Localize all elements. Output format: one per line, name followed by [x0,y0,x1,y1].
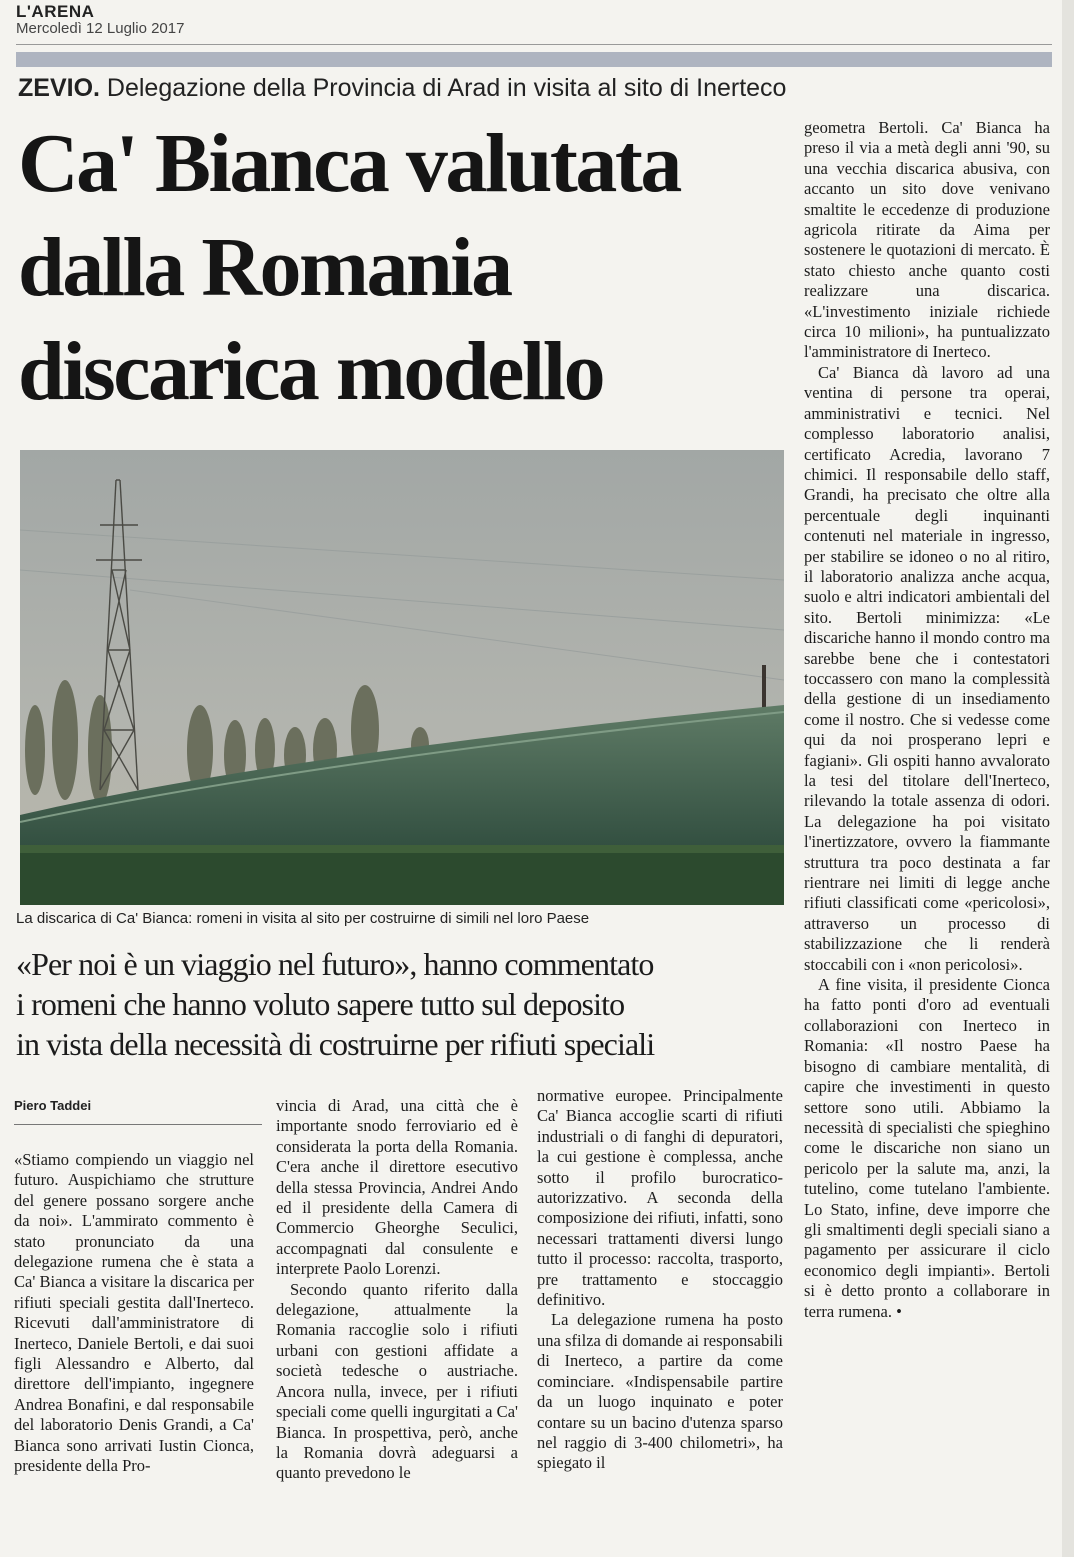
column-4-paragraph-1: geometra Bertoli. Ca' Bianca ha preso il via a metà degli anni '90, su una vecchia discarica abusiva, con accanto un sito dove venivano smaltite le eccedenze di produzione agricola ritirate da Aima per sostenere le quotazioni di mercato. È stato chiesto anche quanto costi realizzare una discarica. «L'investimento iniziale richiede circa 10 milioni», ha puntualizzato l'amministratore di Inerteco. [804,118,1050,362]
body-column-4 [804,118,1050,1322]
column-3-paragraph-2: La delegazione rumena ha posto una sfilza di domande ai responsabili di Inerteco, a partire da come cominciare. «Indispensabile partire da un luogo inquinato e poter contare su un bacino d'utenza sparso nel raggio di 3-400 chilometri», ha spiegato il [537,1310,783,1473]
photo-caption: La discarica di Ca' Bianca: romeni in visita al sito per costruirne di simili nel loro Paese [16,910,590,927]
body-column-1 [14,1150,254,1477]
publication-date: Mercoledì 12 Luglio 2017 [16,20,185,37]
article-headline [18,112,798,424]
header-rule [16,44,1052,45]
column-2-paragraph-1: vincia di Arad, una città che è importante snodo ferroviario ed è considerata la porta della Romania. C'era anche il direttore esecutivo della stessa Provincia, Andrei Ando ed il presidente della Camera di Commercio Gheorghe Seculici, accompagnati dal consulente e interprete Paolo Lorenzi. [276,1096,518,1279]
page-fold-shadow [1062,0,1074,1557]
newspaper-masthead: L'ARENA [16,2,95,21]
column-2-paragraph-2: Secondo quanto riferito dalla delegazione, attualmente la Romania raccoglie solo i rifiuti urbani con gestioni affidate a società tedesche o austriache. Ancora nulla, invece, per i rifiuti speciali come quelli ingurgitati a Ca' Bianca. In prospettiva, però, anche la Romania dovrà adeguarsi a quanto prevedono le [276,1279,518,1483]
column-1-paragraph-1: «Stiamo compiendo un viaggio nel futuro. Auspichiamo che strutture del genere possano sorgere anche da noi». L'ammirato commento è stato pronunciato da una delegazione rumena che è stata a Ca' Bianca a visitare la discarica per rifiuti speciali gestita dall'Inerteco. Ricevuti dall'amministratore di Inerteco, Daniele Bertoli, e dai suoi figli Alessandro e Alberto, dal direttore dell'impianto, ingegnere Andrea Bonafini, e dal responsabile del laboratorio Denis Grandi, a Ca' Bianca sono arrivati Iustin Cionca, presidente della Pro- [14,1150,254,1476]
column-4-paragraph-3: A fine visita, il presidente Cionca ha fatto ponti d'oro ad eventuali collaborazioni con Inerteco in Romania: «Il nostro Paese ha bisogno di cambiare mentalità, di capire che investimenti in questo settore sono utili. Abbiamo la necessità di specialisti che spieghino come le discariche non siano un pericolo per la salute ma, anzi, la tutelino, come tutelano l'ambiente. Lo Stato, infine, deve imporre che gli smaltimenti degli speciali siano a pagamento per assicurare il ciclo economico degli impianti». Bertoli si è detto pronto a collaborare in terra rumena. • [804,975,1050,1321]
subhead-line-3: in vista della necessità di costruirne per rifiuti speciali [16,1026,655,1062]
landfill-photo [20,450,784,905]
article-kicker [18,74,786,103]
headline-line-2: dalla Romania [18,221,511,314]
author-byline: Piero Taddei [14,1098,92,1113]
column-3-paragraph-1: normative europee. Principalmente Ca' Bianca accoglie scarti di rifiuti industriali o di fanghi di depuratori, la cui gestione è complessa, anche sotto il profilo burocratico-autorizzativo. A seconda della composizione dei rifiuti, infatti, sono necessari trattamenti diversi lungo tutto il processo: raccolta, trasporto, pre trattamento e stoccaggio definitivo. [537,1086,783,1310]
body-column-3 [537,1086,783,1474]
headline-line-3: discarica modello [18,325,604,418]
subhead-line-1: «Per noi è un viaggio nel futuro», hanno commentato [16,946,654,982]
headline-line-1: Ca' Bianca valutata [18,117,680,210]
section-bar [16,52,1052,67]
kicker-text: Delegazione della Provincia di Arad in visita al sito di Inerteco [106,74,787,102]
byline-rule [14,1124,262,1125]
column-4-paragraph-2: Ca' Bianca dà lavoro ad una ventina di persone tra operai, amministrativi e tecnici. Nel complesso laboratorio analisi, certificato Acredia, lavorano 7 chimici. Il responsabile dello staff, Grandi, ha precisato che oltre alla percentuale degli inquinanti contenuti nel materiale in ingresso, per stabilire se idoneo o no al ritiro, il laboratorio analizza anche acqua, suolo e altri indicatori ambientali del sito. Bertoli minimizza: «Le discariche hanno il mondo contro ma sarebbe bene che i contestatori toccassero con mano la complessità della gestione di un insediamento come il nostro. Che si vedesse come qui da noi prosperano lepri e fagiani». Gli ospiti hanno avvalorato la tesi del titolare dell'Inerteco, rilevando la totale assenza di odori. La delegazione ha poi visitato l'inertizzatore, ovvero la fiammante struttura tra poco destinata a far rientrare nei limiti di legge anche rifiuti classificati come «pericolosi», attraverso un processo di stabilizzazione che li renderà stoccabili con i «non pericolosi». [804,362,1050,974]
subhead-line-2: i romeni che hanno voluto sapere tutto sul deposito [16,986,625,1022]
body-column-2 [276,1096,518,1484]
kicker-place: ZEVIO. [18,74,100,102]
article-subheadline [16,944,796,1064]
landfill-photo-illustration [20,450,784,905]
